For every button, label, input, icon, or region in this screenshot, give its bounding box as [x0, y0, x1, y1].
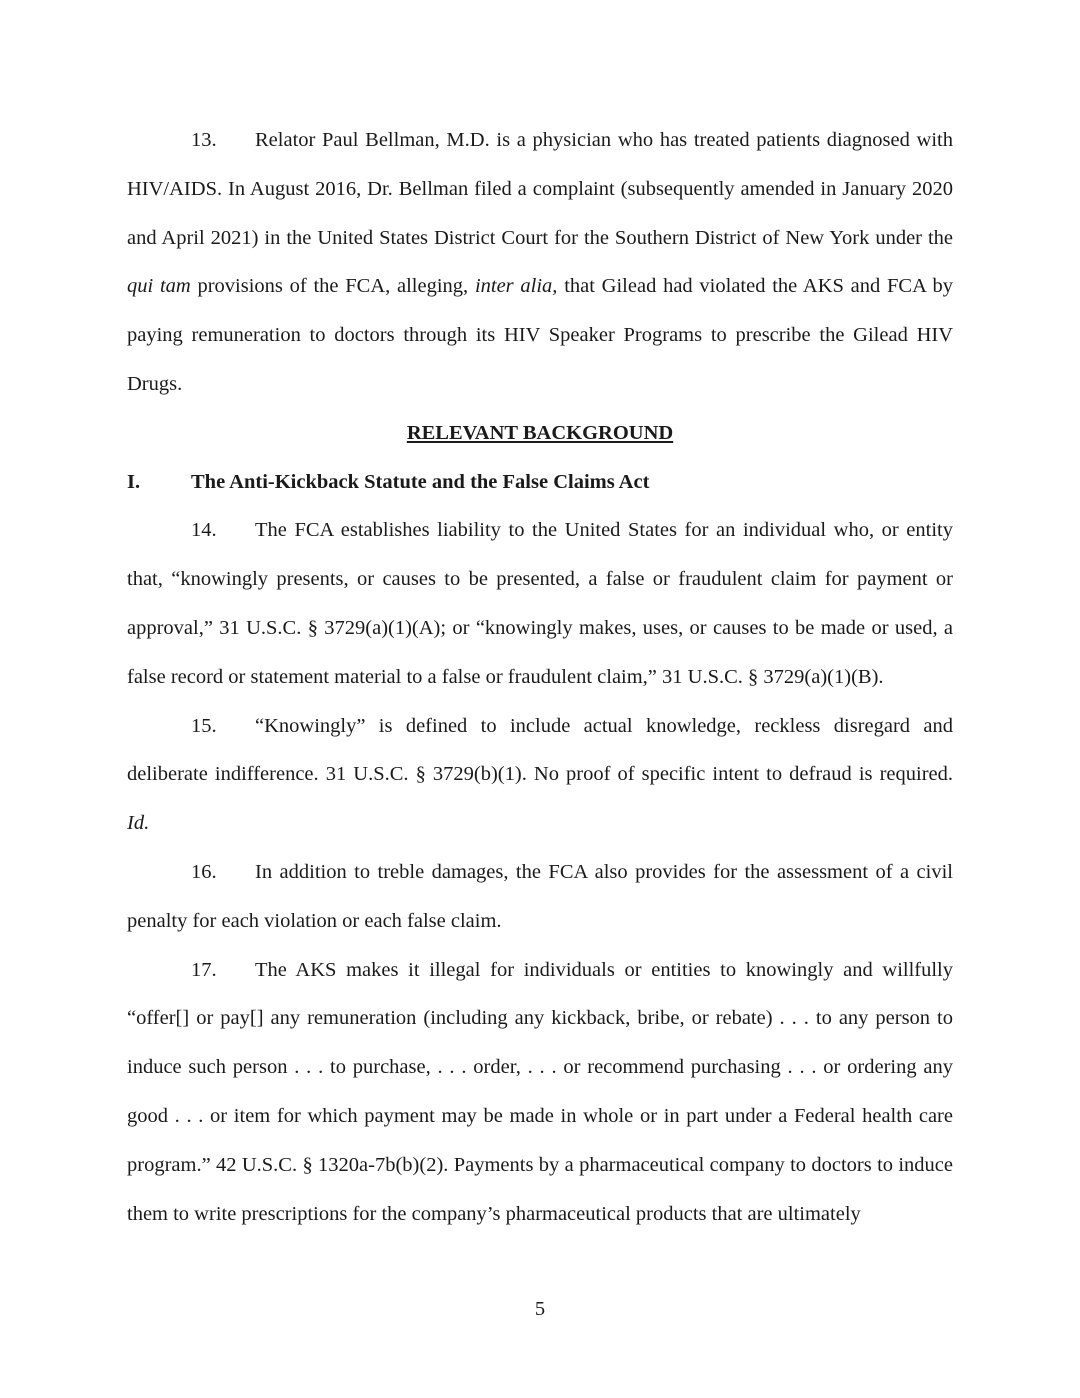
page-number: 5 [534, 1298, 546, 1320]
paragraph-number: 13. [191, 129, 217, 151]
section-heading: RELEVANT BACKGROUND [406, 421, 674, 444]
paragraph-17 [127, 946, 953, 1239]
subsection-numeral: I. [127, 470, 141, 493]
subsection-title: The Anti-Kickback Statute and the False Claims Act [191, 470, 650, 493]
paragraph-number: 14. [191, 519, 217, 542]
paragraph-text: Relator Paul Bellman, M.D. is a physician who has treated patients diagnosed with HIV/AIDS. In August 2016, Dr. Bellman filed a complaint (subsequently amended in January 2020 and April 2021) in the United States District Court for the Southern District of New York under the [127, 129, 953, 249]
paragraph-text: that Gilead had violated the AKS and FCA by paying remuneration to doctors through its HIV Speaker Programs to prescribe the Gilead HIV Drugs. [127, 275, 953, 395]
paragraph-14 [127, 506, 953, 701]
italic-term: inter alia, [474, 275, 558, 298]
paragraph-16 [127, 848, 953, 946]
citation-id: Id. [127, 812, 150, 835]
paragraph-text: In addition to treble damages, the FCA also provides for the assessment of a civil penalty for each violation or each false claim. [127, 860, 953, 932]
paragraph-number: 16. [191, 860, 217, 883]
paragraph-text: The FCA establishes liability to the United States for an individual who, or entity that, “knowingly presents, or causes to be presented, a false or fraudulent claim for payment or approval,” 31 U.S.C. § 3729(a)(1)(A); or “knowingly makes, uses, or causes to be made or used, a false record or statement material to a false or fraudulent claim,” 31 U.S.C. § 3729(a)(1)(B). [127, 519, 953, 688]
paragraph-text: provisions of the FCA, alleging, [190, 275, 475, 298]
paragraph-13 [127, 116, 953, 409]
italic-term: qui tam [127, 275, 191, 298]
paragraph-number: 17. [191, 958, 217, 981]
subsection-heading [127, 458, 953, 507]
paragraph-15 [127, 702, 953, 848]
paragraph-text: “Knowingly” is defined to include actual knowledge, reckless disregard and deliberate indifference. 31 U.S.C. § 3729(b)(1). No proof of specific intent to defraud is required. [127, 714, 953, 786]
document-body [127, 116, 953, 1238]
paragraph-text: The AKS makes it illegal for individuals or entities to knowingly and willfully “offer[] or pay[] any remuneration (including any kickback, bribe, or rebate) . . . to any person to induce such person . . . to purchase, . . . order, . . . or recommend purchasing . . . or ordering any good . . . or item for which payment may be made in whole or in part under a Federal health care program.” 42 U.S.C. § 1320a-7b(b)(2). Payments by a pharmaceutical company to doctors to induce them to write prescriptions for the company’s pharmaceutical products that are ultimately [127, 958, 953, 1225]
paragraph-number: 15. [191, 714, 217, 737]
